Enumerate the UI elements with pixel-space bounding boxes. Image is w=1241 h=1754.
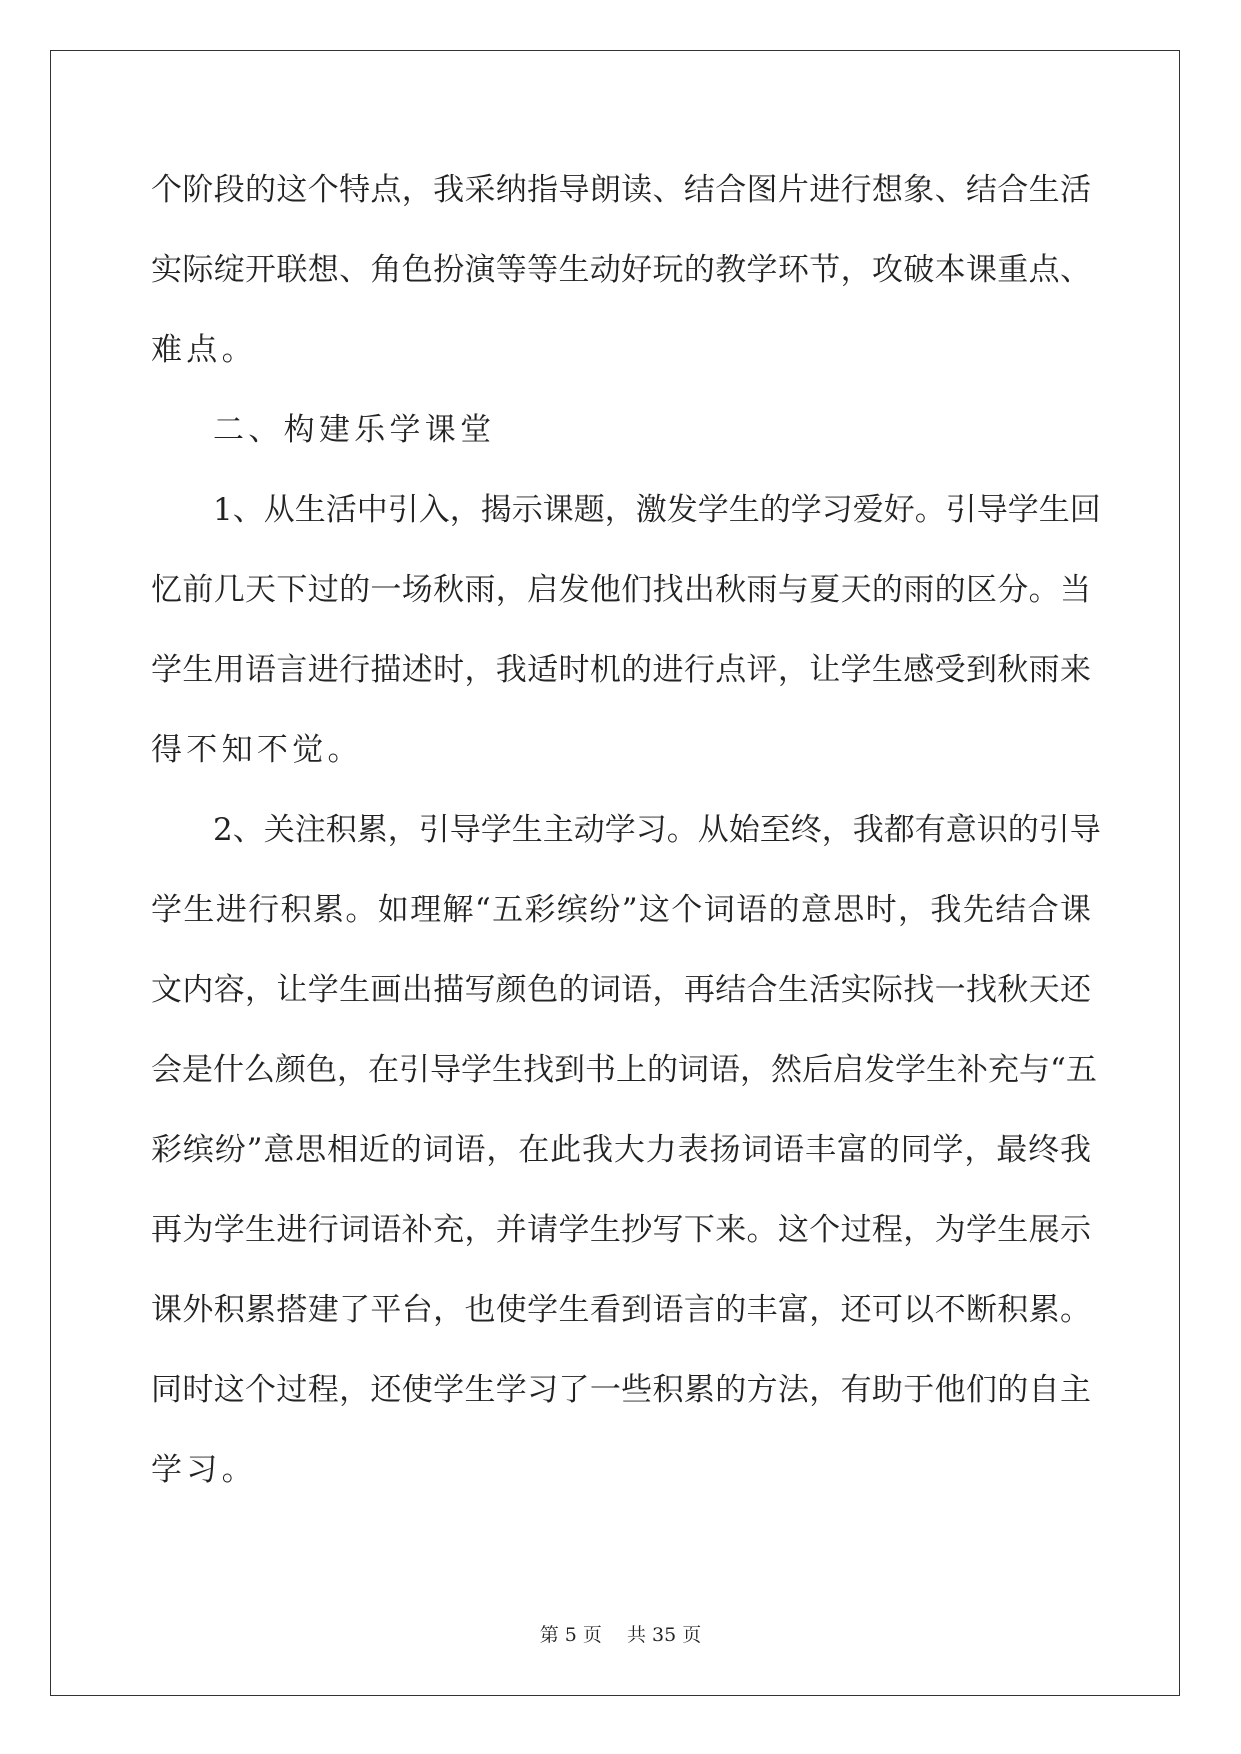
page-number: 第 5 页 共 35 页 [539,1624,702,1646]
text-line: 2、关注积累，引导学生主动学习。从始至终，我都有意识的引导 [213,812,1101,848]
text-line: 学生进行积累。如理解“五彩缤纷”这个词语的意思时，我先结合课 [151,892,1091,928]
text-line: 学习。 [151,1452,257,1488]
text-line: 会是什么颜色，在引导学生找到书上的词语，然后启发学生补充与“五 [151,1052,1097,1088]
text-line: 难点。 [151,332,257,368]
text-line: 课外积累搭建了平台，也使学生看到语言的丰富，还可以不断积累。 [151,1292,1091,1328]
text-line: 文内容，让学生画出描写颜色的词语，再结合生活实际找一找秋天还 [151,972,1091,1008]
text-line: 彩缤纷”意思相近的词语，在此我大力表扬词语丰富的同学，最终我 [151,1132,1091,1168]
text-line: 得不知不觉。 [151,732,363,768]
text-line: 同时这个过程，还使学生学习了一些积累的方法，有助于他们的自主 [151,1372,1091,1408]
text-line: 1、从生活中引入，揭示课题，激发学生的学习爱好。引导学生回 [213,492,1101,528]
section-heading: 二、构建乐学课堂 [213,412,496,448]
text-line: 再为学生进行词语补充，并请学生抄写下来。这个过程，为学生展示 [151,1212,1091,1248]
text-line: 学生用语言进行描述时，我适时机的进行点评，让学生感受到秋雨来 [151,652,1091,688]
text-line: 忆前几天下过的一场秋雨，启发他们找出秋雨与夏天的雨的区分。当 [151,572,1091,608]
text-line: 个阶段的这个特点，我采纳指导朗读、结合图片进行想象、结合生活 [151,172,1091,208]
text-line: 实际绽开联想、角色扮演等等生动好玩的教学环节，攻破本课重点、 [151,252,1091,288]
